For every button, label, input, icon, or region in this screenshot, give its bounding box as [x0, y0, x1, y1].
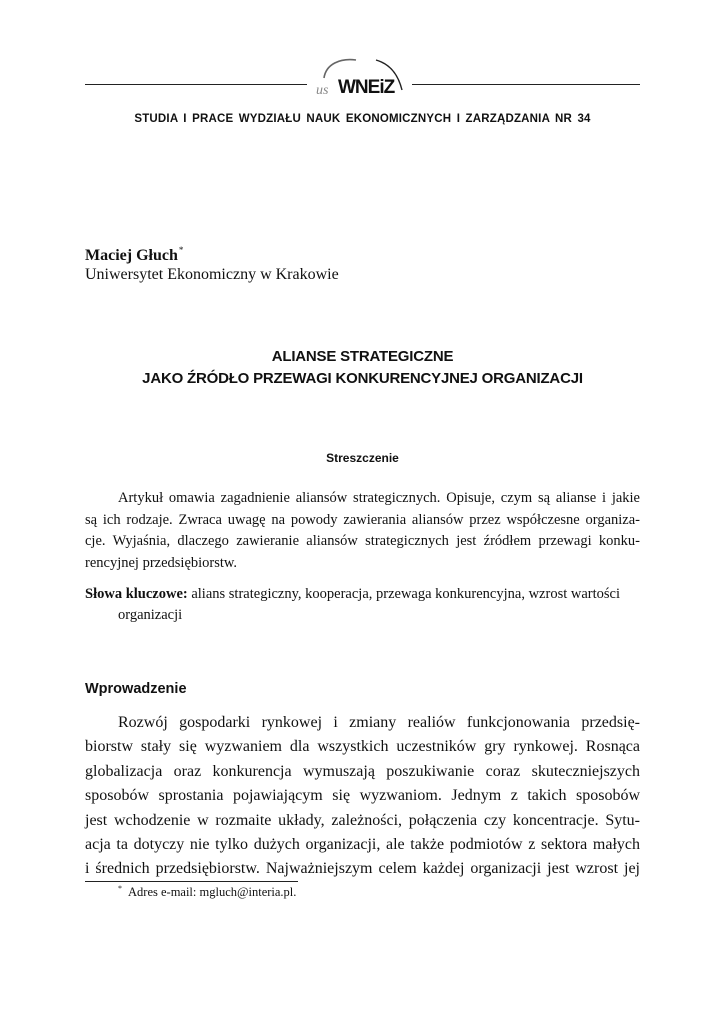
abstract-line: są ich rodzaje. Zwraca uwagę na powody zawierania aliansów przez współczesne organiza-: [85, 511, 640, 528]
body-line: acja ta dotyczy nie tylko dużych organizacji, ale także podmiotów z sektora małych: [85, 835, 640, 853]
body-line: biorstw stały się wyzwaniem dla wszystkich uczestników gry rynkowej. Rosnąca: [85, 738, 640, 756]
body-line: i średnich przedsiębiorstw. Najważniejszym celem każdej organizacji jest wzrost jej: [85, 860, 640, 878]
abstract-text: [85, 488, 640, 574]
logo-prefix: us: [316, 83, 329, 98]
footnote-rule: [85, 881, 298, 882]
wneiz-logo: [306, 56, 414, 108]
header-rule-left: [85, 84, 307, 85]
abstract-line: Artykuł omawia zagadnienie aliansów strategicznych. Opisuje, czym są alianse i jakie: [118, 490, 640, 506]
abstract-line: cje. Wyjaśnia, dlaczego zawieranie aliansów strategicznych jest źródłem przewagi konku-: [85, 533, 640, 549]
title-line: JAKO ŹRÓDŁO PRZEWAGI KONKURENCYJNEJ ORGANIZACJI: [142, 370, 583, 387]
body-line: Rozwój gospodarki rynkowej i zmiany realiów funkcjonowania przedsię-: [118, 714, 640, 731]
title-line: ALIANSE STRATEGICZNE: [271, 348, 454, 365]
keywords-label: Słowa kluczowe:: [85, 586, 188, 602]
keywords-list: alians strategiczny, kooperacja, przewaga konkurencyjna, wzrost wartości: [187, 586, 620, 602]
body-line: sposobów sprostania pojawiającym się wyzwaniom. Jednym z takich sposobów: [85, 787, 640, 805]
article-title: [0, 346, 725, 390]
body-text: [85, 711, 640, 882]
header-rule-right: [412, 84, 640, 85]
journal-title: STUDIA I PRACE WYDZIAŁU NAUK EKONOMICZNYCH I ZARZĄDZANIA NR 34: [134, 113, 591, 125]
section-heading: Wprowadzenie: [85, 681, 187, 697]
footnote: [118, 884, 296, 900]
author-name: Maciej Głuch*: [85, 245, 184, 264]
author-footnote-mark: *: [178, 245, 184, 255]
footnote-mark: *: [118, 884, 122, 893]
keywords-continuation: organizacji: [118, 607, 183, 623]
logo-text: WNEiZ: [338, 77, 395, 98]
abstract-line: rencyjnej przedsiębiorstw.: [85, 554, 238, 571]
body-line: jest wchodzenie w rozmaite układy, zależności, połączenia czy koncentracje. Sytu-: [85, 811, 640, 829]
abstract-heading: Streszczenie: [326, 451, 399, 465]
keywords: [85, 584, 640, 626]
body-line: globalizacja oraz konkurencja wymuszają poszukiwanie coraz skuteczniejszych: [85, 762, 640, 780]
author-affiliation: Uniwersytet Ekonomiczny w Krakowie: [85, 266, 339, 283]
footnote-text: Adres e-mail: mgluch@interia.pl.: [128, 885, 297, 899]
